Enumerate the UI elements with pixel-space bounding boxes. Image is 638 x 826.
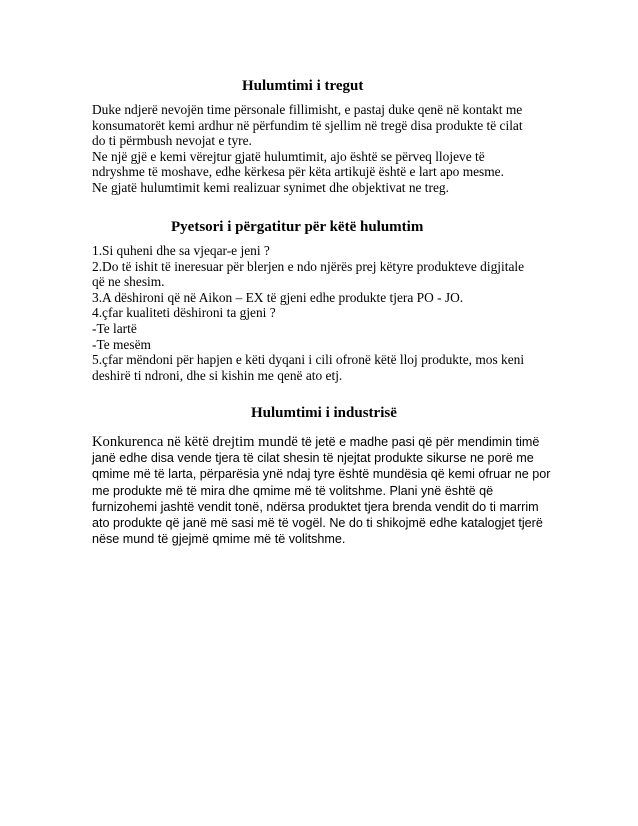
text-line: Ne një gjë e kemi vërejtur gjatë hulumtimit, ajo është se përveq llojeve të <box>92 148 485 164</box>
question-line: 4.çfar kualiteti dëshironi ta gjeni ? <box>92 305 276 321</box>
question-line: deshirë ti ndroni, dhe si kishin me qenë ato etj. <box>92 367 343 383</box>
market-research-title: Hulumtimi i tregut <box>242 78 364 94</box>
question-line: që ne shesim. <box>92 274 165 290</box>
text-line: qmime më të larta, përparësia ynë ndaj tyre është mundësia që kemi ofruar ne por <box>92 467 551 482</box>
text-line: janë edhe disa vende tjera të cilat shesin të njejtat produkte sikurse ne porë me <box>92 451 534 466</box>
answer-option: -Te lartë <box>92 320 137 336</box>
text-line: konsumatorët kemi ardhur në përfundim të sjellim në tregë disa produkte të cilat <box>92 117 523 133</box>
industry-research-title: Hulumtimi i industrisë <box>251 405 397 421</box>
text-line: Duke ndjerë nevojën time përsonale fillimisht, e pastaj duke qenë në kontakt me <box>92 102 523 117</box>
questionnaire-list <box>92 243 552 383</box>
answer-option: -Te mesëm <box>92 336 151 352</box>
industry-research-paragraph <box>92 434 552 547</box>
text-line: Ne gjatë hulumtimit kemi realizuar synimet dhe objektivat ne treg. <box>92 179 449 195</box>
text-line: ndryshme të moshave, edhe kërkesa për këta artikujë është e lart apo mesme. <box>92 164 504 180</box>
text-line-lead: Konkurenca në këtë drejtim mundë <box>92 434 298 450</box>
market-research-paragraph <box>92 102 552 196</box>
text-line: ato produkte që janë më sasi më të vogël. Ne do ti shikojmë edhe katalogjet tjerë <box>92 516 543 531</box>
question-line: 1.Si quheni dhe sa vjeqar-e jeni ? <box>92 243 270 258</box>
text-line: me produkte më të mira dhe qmime më të volitshme. Plani ynë është që <box>92 483 494 498</box>
text-line: furnizohemi jashtë vendit tonë, ndërsa produktet tjera brenda vendit do ti marrim <box>92 499 539 514</box>
text-line: do ti përmbush nevojat e tyre. <box>92 133 252 149</box>
text-line <box>92 434 552 450</box>
question-line: 2.Do të ishit të ineresuar për blerjen e ndo njërës prej këtyre produkteve digjitale <box>92 258 525 274</box>
question-line: 3.A dëshironi që në Aikon – EX të gjeni edhe produkte tjera PO - JO. <box>92 289 464 305</box>
text-line: nëse mund të gjejmë qmime më të volitshme. <box>92 532 346 547</box>
question-line: 5.çfar mëndoni për hapjen e këti dyqani i cili ofronë këtë lloj produkte, mos keni <box>92 352 525 368</box>
questionnaire-title: Pyetsori i përgatitur për këtë hulumtim <box>171 219 424 235</box>
text-line-rest: të jetë e madhe pasi që për mendimin timë <box>297 435 540 449</box>
